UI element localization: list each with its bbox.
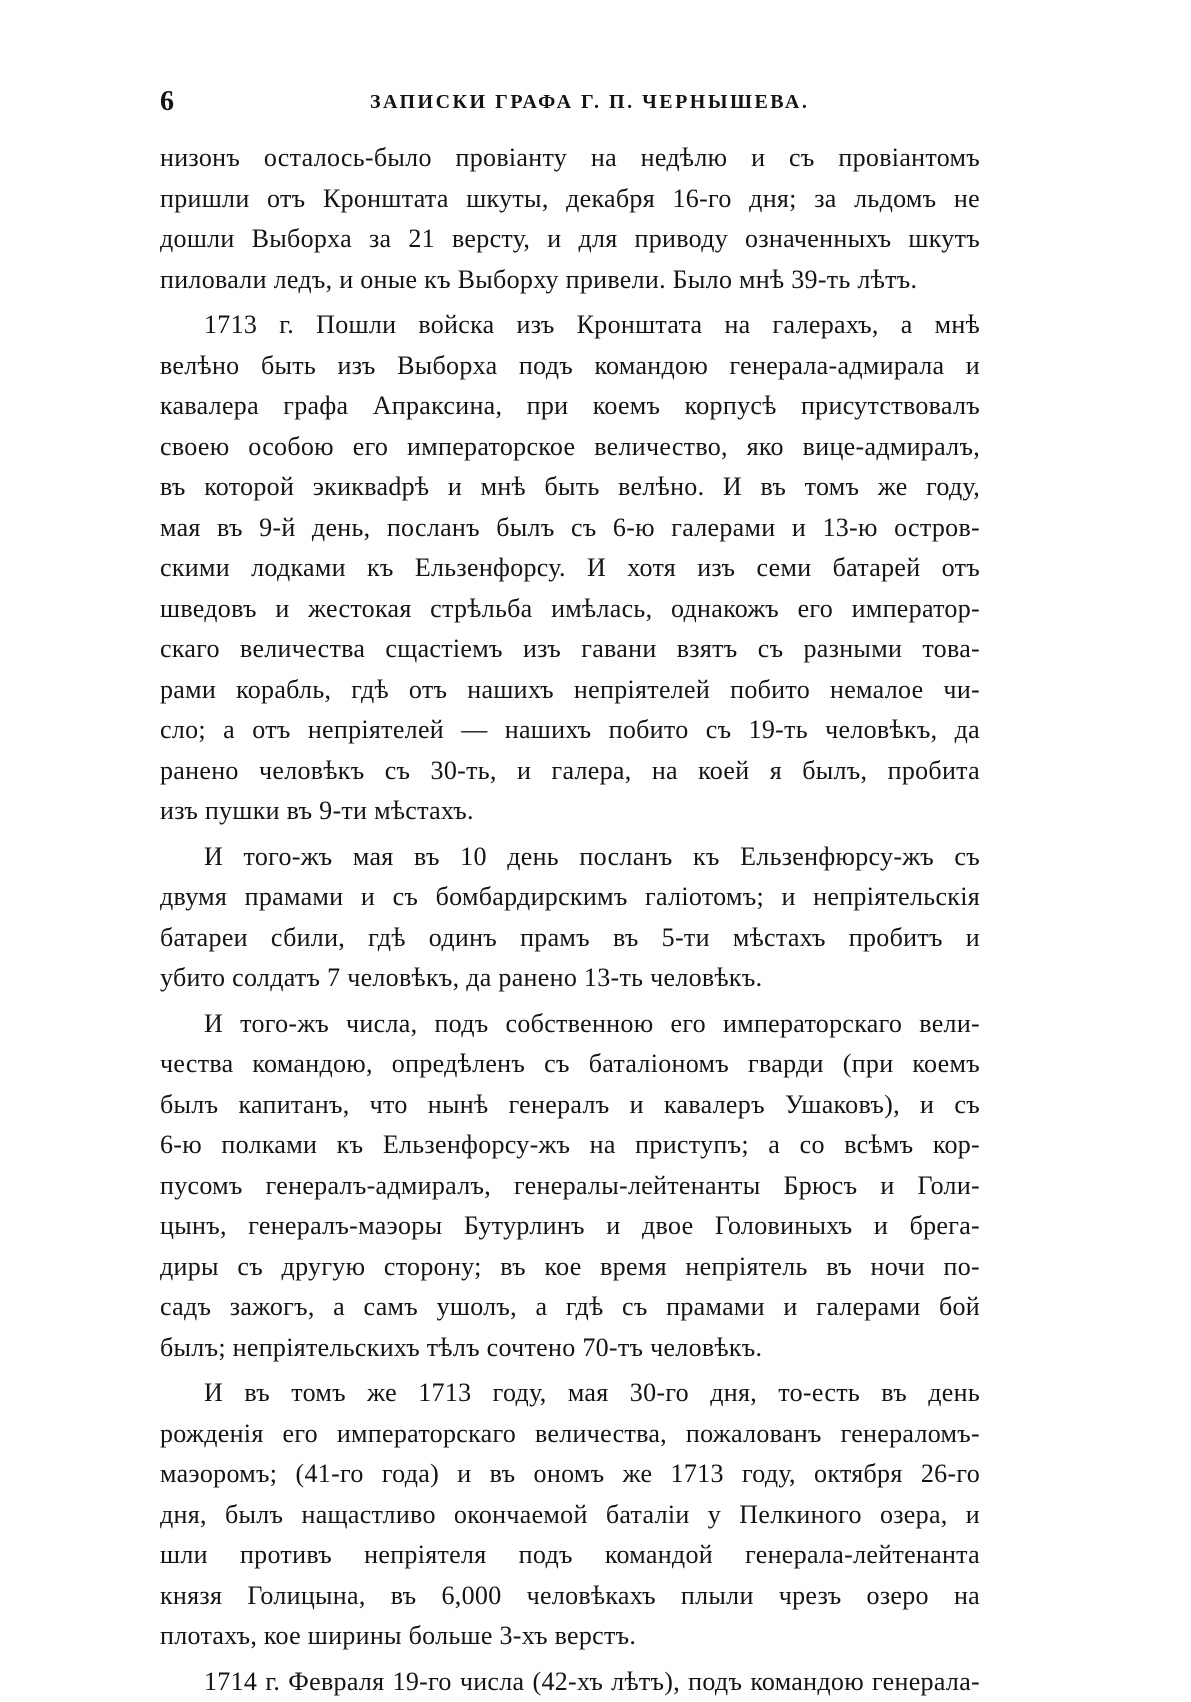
text-line: дошли Выборха за 21 версту, и для приводу означенныхъ шкутъ [160, 219, 980, 260]
paragraph [160, 1004, 980, 1369]
text-line: плотахъ, кое ширины больше 3-хъ верстъ. [160, 1616, 980, 1657]
text-line: И въ томъ же 1713 году, мая 30-го дня, то-есть въ день [160, 1373, 980, 1414]
text-line: пришли отъ Кронштата шкуты, декабря 16-го дня; за льдомъ не [160, 179, 980, 220]
text-line: рожденія его императорскаго величества, пожалованъ генераломъ- [160, 1414, 980, 1455]
text-line: пиловали ледъ, и оные къ Выборху привели. Было мнѣ 39-ть лѣтъ. [160, 260, 980, 301]
text-line: батареи сбили, гдѣ одинъ прамъ въ 5-ти мѣстахъ пробитъ и [160, 918, 980, 959]
text-line: цынъ, генералъ-маэоры Бутурлинъ и двое Головиныхъ и брега- [160, 1206, 980, 1247]
running-title: ЗАПИСКИ ГРАФА Г. П. ЧЕРНЫШЕВА. [370, 84, 809, 120]
text-line: скими лодками къ Ельзенфорсу. И хотя изъ семи батарей отъ [160, 548, 980, 589]
paragraph [160, 305, 980, 832]
text-line: дня, былъ нащастливо окончаемой баталіи у Пелкиного озера, и [160, 1495, 980, 1536]
text-line: шли противъ непріятеля подъ командой генерала-лейтенанта [160, 1535, 980, 1576]
page-number: 6 [160, 84, 174, 120]
text-line: диры съ другую сторону; въ кое время непріятель въ ночи по- [160, 1247, 980, 1288]
text-line: былъ капитанъ, что нынѣ генералъ и кавалеръ Ушаковъ), и съ [160, 1085, 980, 1126]
text-line: садъ зажогъ, а самъ ушолъ, а гдѣ съ прамами и галерами бой [160, 1287, 980, 1328]
text-line: скаго величества сщастіемъ изъ гавани взятъ съ разными това- [160, 629, 980, 670]
paragraph [160, 1662, 980, 1702]
text-line: мая въ 9-й день, посланъ былъ съ 6-ю галерами и 13-ю остров- [160, 508, 980, 549]
text-line: сло; а отъ непріятелей — нашихъ побито съ 19-ть человѣкъ, да [160, 710, 980, 751]
text-line: 1713 г. Пошли войска изъ Кронштата на галерахъ, а мнѣ [160, 305, 980, 346]
text-line: И того-жъ мая въ 10 день посланъ къ Ельзенфюрсу-жъ съ [160, 837, 980, 878]
text-line: изъ пушки въ 9-ти мѣстахъ. [160, 791, 980, 832]
text-line: двумя прамами и съ бомбардирскимъ галіотомъ; и непріятельскія [160, 877, 980, 918]
text-line: былъ; непріятельскихъ тѣлъ сочтено 70-тъ человѣкъ. [160, 1328, 980, 1369]
paragraph [160, 1373, 980, 1657]
text-line: своею особою его императорское величество, яко вице-адмиралъ, [160, 427, 980, 468]
text-line: кавалера графа Апраксина, при коемъ корпусѣ присутствовалъ [160, 386, 980, 427]
text-line: маэоромъ; (41-го года) и въ ономъ же 1713 году, октября 26-го [160, 1454, 980, 1495]
text-line: велѣно быть изъ Выборха подъ командою генерала-адмирала и [160, 346, 980, 387]
body-text [160, 138, 980, 1702]
text-line: 1714 г. Февраля 19-го числа (42-хъ лѣтъ), подъ командою генерала- [160, 1662, 980, 1702]
text-line: рами корабль, гдѣ отъ нашихъ непріятелей побито немалое чи- [160, 670, 980, 711]
paragraph [160, 138, 980, 300]
text-line: князя Голицына, въ 6,000 человѣкахъ плыли чрезъ озеро на [160, 1576, 980, 1617]
text-line: ранено человѣкъ съ 30-ть, и галера, на коей я былъ, пробита [160, 751, 980, 792]
text-line: убито солдатъ 7 человѣкъ, да ранено 13-ть человѣкъ. [160, 958, 980, 999]
text-line: 6-ю полками къ Ельзенфорсу-жъ на приступъ; а со всѣмъ кор- [160, 1125, 980, 1166]
text-line: шведовъ и жестокая стрѣльба имѣлась, однакожъ его император- [160, 589, 980, 630]
text-line: пусомъ генералъ-адмиралъ, генералы-лейтенанты Брюсъ и Голи- [160, 1166, 980, 1207]
text-line: низонъ осталось-было провіанту на недѣлю и съ провіантомъ [160, 138, 980, 179]
text-line: чества командою, опредѣленъ съ баталіономъ гварди (при коемъ [160, 1044, 980, 1085]
text-line: И того-жъ числа, подъ собственною его императорскаго вели- [160, 1004, 980, 1045]
paragraph [160, 837, 980, 999]
page-header [160, 84, 979, 120]
text-line: въ которой экикваdрѣ и мнѣ быть велѣно. И въ томъ же году, [160, 467, 980, 508]
